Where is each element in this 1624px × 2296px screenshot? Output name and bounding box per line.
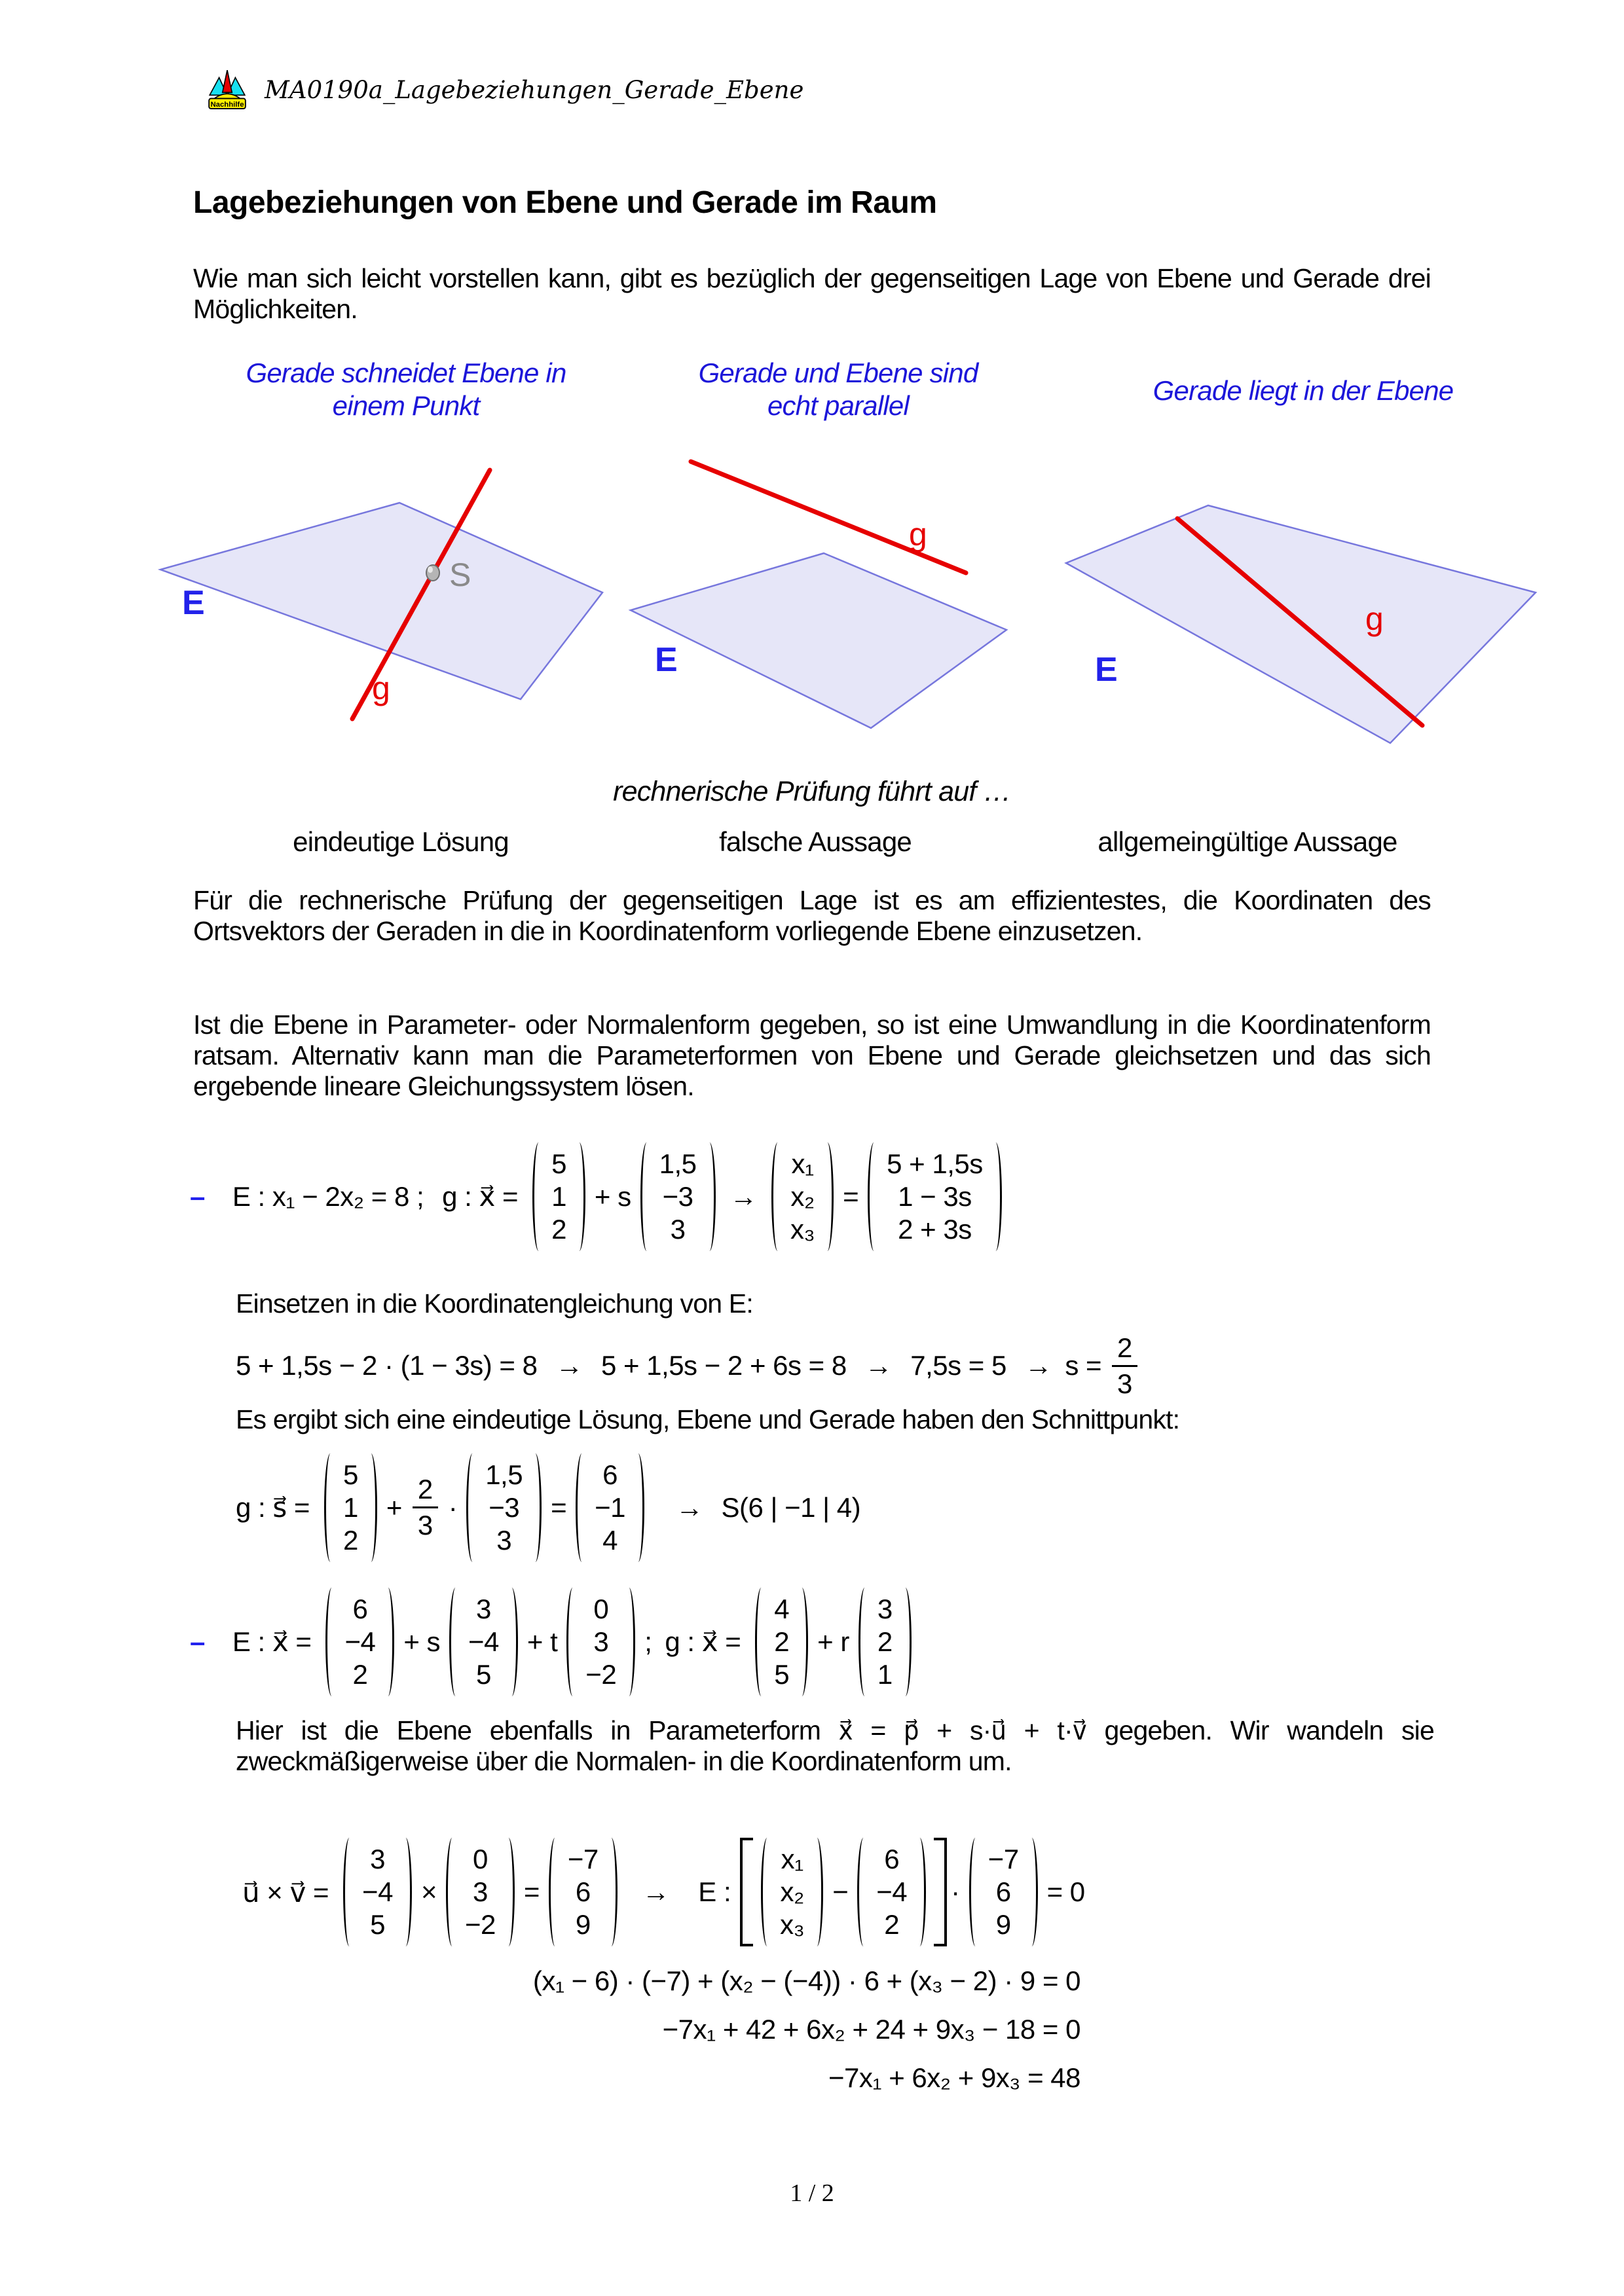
semicolon: ; [644,1626,652,1657]
right-paren [506,1588,518,1696]
column-vector [446,1838,515,1946]
vector-component: 0 [472,1844,488,1874]
vector-component: 3 [496,1524,512,1556]
vector-component: −3 [662,1180,693,1212]
equals: = [523,1876,540,1907]
case3-heading: Gerade liegt in der Ebene [1153,375,1454,406]
column-vector [324,1453,377,1562]
plus-s: + s [594,1180,631,1212]
right-paren [365,1453,377,1562]
equation-row-2 [190,1581,917,1702]
column-vector [868,1142,1002,1251]
dot-operator: · [448,1491,458,1523]
equation-row-1 [190,1139,1007,1254]
line-param-lead: g : x⃗ = [665,1626,741,1657]
vector-component: −1 [595,1491,626,1523]
plane-param-lead: E : x⃗ = [232,1626,312,1657]
vector-component: −4 [876,1876,908,1907]
calc-step-2: 5 + 1,5s − 2 + 6s = 8 [600,1350,847,1381]
equals: = [843,1180,859,1212]
plus-s: + s [403,1626,441,1657]
fraction [1112,1332,1137,1400]
intersection-point [426,565,439,581]
vector-component: x₃ [780,1909,805,1940]
arrow: → [676,1491,703,1523]
arrow: → [1024,1350,1052,1381]
coordinate-form-equation: −7x₁ + 6x₂ + 9x₃ = 48 [828,2062,1080,2093]
arrow: → [864,1350,893,1381]
case1-heading-line2: einem Punkt [332,390,480,421]
expanded-equation: (x₁ − 6) · (−7) + (x₂ − (−4)) · 6 + (x₃ − 2) · 9 = 0 [532,1965,1080,1996]
vector-component: 1,5 [659,1148,697,1179]
column-vector [549,1838,618,1946]
result-text: Es ergibt sich eine eindeutige Lösung, Ebene und Gerade haben den Schnittpunkt: [236,1404,1180,1434]
vector-component: x₂ [780,1876,804,1907]
case2-heading-line2: echt parallel [767,390,910,421]
column-vector [325,1588,394,1696]
paragraph-a: Für die rechnerische Prüfung der gegenseitigen Lage ist es am effizientestes, die Koordinaten des Ortsvektors der Geraden in die in Koordinatenform vorliegende Ebene einzusetzen. [193,885,1431,946]
vector-component: 5 + 1,5s [887,1148,983,1179]
line-label-g: g [372,670,390,706]
vector-component: −7 [987,1844,1019,1874]
right-paren [399,1838,412,1946]
column-vector [771,1142,834,1251]
vector-component: 3 [670,1213,686,1245]
vector-component: 2 [551,1213,566,1245]
left-paren [858,1588,871,1696]
left-paren [576,1453,588,1562]
vector-component: 9 [995,1909,1011,1940]
simplified-equation: −7x₁ + 42 + 6x₂ + 24 + 9x₃ − 18 = 0 [662,2014,1080,2045]
vector-component: x₁ [781,1844,803,1874]
column-vector [640,1142,716,1251]
right-bracket [934,1838,947,1946]
paragraph-b: Ist die Ebene in Parameter- oder Normalenform gegeben, so ist eine Umwandlung in die Koordinatenform ratsam. Alternativ kann man die Parameterformen von Ebene und Gerade gleichsetzen und das sich ergebende lineare Gleichungssystem lösen. [193,1010,1431,1101]
plus-r: + r [817,1626,849,1657]
nachhilfe-logo [207,67,248,110]
vector-component: x₁ [791,1148,814,1179]
right-paren [573,1142,585,1251]
vector-component: x₂ [790,1180,815,1212]
cross-operator: × [420,1876,437,1907]
right-paren [821,1142,834,1251]
plane-label-E: E [1095,651,1118,689]
left-paren [857,1838,870,1946]
vector-component: 2 [342,1524,358,1556]
arrow: → [729,1180,758,1212]
calc-row [236,1329,1144,1402]
right-paren [989,1142,1002,1251]
case1-heading-line1: Gerade schneidet Ebene in [246,357,566,388]
vector-component: 2 [884,1909,900,1940]
vector-component: 6 [352,1593,368,1624]
left-paren [771,1142,784,1251]
line-label-g: g [1365,600,1384,637]
left-paren [446,1838,458,1946]
left-paren [640,1142,653,1251]
vector-component: 5 [342,1459,358,1490]
column-vector [858,1588,912,1696]
vector-component: 1 [877,1658,893,1690]
vector-component: −7 [567,1844,599,1874]
arrow: → [642,1876,670,1907]
diagram-line-in-plane [1061,458,1539,746]
right-paren [623,1588,635,1696]
vector-component: 6 [884,1844,900,1874]
vector-component: −4 [344,1626,376,1657]
calc-step-4: s = [1065,1350,1102,1381]
vector-component: 3 [476,1593,491,1624]
dot-operator: · [951,1876,960,1907]
diagram-line-intersects-plane [144,452,629,740]
calc-step-1: 5 + 1,5s − 2 · (1 − 3s) = 8 [236,1350,538,1381]
intro-paragraph: Wie man sich leicht vorstellen kann, gibt es bezüglich der gegenseitigen Lage von Ebene und Gerade drei Möglichkeiten. [193,263,1431,324]
logo-peak-red [223,70,232,92]
left-paren [868,1142,880,1251]
normal-form-lead: E : [698,1876,731,1907]
fraction-numerator: 2 [1112,1332,1137,1367]
case1-heading [157,357,655,422]
document-id: MA0190a_Lagebeziehungen_Gerade_Ebene [265,76,804,104]
column-vector [969,1838,1038,1946]
equals-zero: = 0 [1046,1876,1085,1907]
vector-component: 1 [551,1180,566,1212]
bracket-group [740,1829,947,1956]
point-label-S: S [449,556,471,593]
right-paren [796,1588,808,1696]
column-vector [761,1838,823,1946]
vector-component: 2 [352,1658,368,1690]
bullet-dash: – [190,1626,205,1657]
vector-component: −2 [585,1658,617,1690]
page-number: 1 / 2 [790,2179,834,2207]
vector-component: 4 [774,1593,790,1624]
vector-component: 6 [602,1459,618,1490]
vector-component: 0 [593,1593,609,1624]
right-paren [1025,1838,1038,1946]
column-vector [466,1453,542,1562]
page-title: Lagebeziehungen von Ebene und Gerade im Raum [193,185,937,220]
vector-component: 5 [476,1658,491,1690]
vector-component: 2 [877,1626,893,1657]
line-equation-lead: g : x⃗ = [442,1181,519,1212]
left-bracket [740,1838,753,1946]
left-paren [449,1588,462,1696]
vector-component: −4 [468,1626,499,1657]
equals: = [551,1491,567,1523]
column-vector [857,1838,926,1946]
plane-shape [631,553,1006,728]
vector-component: 3 [877,1593,893,1624]
intersection-point-row [236,1450,870,1565]
vector-component: 3 [593,1626,609,1657]
fraction-numerator: 2 [413,1474,438,1508]
left-paren [969,1838,982,1946]
einsetzen-text: Einsetzen in die Koordinatengleichung von E: [236,1288,753,1319]
case2-result: falsche Aussage [719,826,912,857]
arrow: → [555,1350,583,1381]
left-paren [324,1453,337,1562]
fraction-denominator: 3 [1117,1368,1132,1399]
vector-component: 6 [995,1876,1011,1907]
left-paren [532,1142,545,1251]
right-paren [529,1453,542,1562]
right-paren [382,1588,394,1696]
vector-component: 5 [370,1909,385,1940]
left-paren [761,1838,773,1946]
plus: + [386,1491,402,1523]
minus: − [832,1876,849,1907]
left-paren [466,1453,479,1562]
vector-component: 2 [774,1626,790,1657]
diagram-line-parallel-plane [609,452,1028,740]
bullet-dash: – [190,1180,205,1212]
column-vector [576,1453,644,1562]
case3-result: allgemeingültige Aussage [1098,826,1397,857]
right-paren [632,1453,644,1562]
calc-step-3: 7,5s = 5 [910,1350,1006,1381]
vector-component: −4 [362,1876,393,1907]
left-paren [566,1588,579,1696]
plane-equation: E : x₁ − 2x₂ = 8 ; [232,1180,424,1212]
vector-component: 1 [342,1491,358,1523]
fraction-denominator: 3 [417,1510,433,1540]
right-paren [899,1588,912,1696]
right-paren [811,1838,823,1946]
left-paren [549,1838,561,1946]
right-paren [703,1142,716,1251]
paragraph-c: Hier ist die Ebene ebenfalls in Parameterform x⃗ = p⃗ + s·u⃗ + t·v⃗ gegeben. Wir wandeln sie zweckmäßigerweise über die Normalen- in die Koordinatenform um. [236,1715,1434,1776]
check-lead: rechnerische Prüfung führt auf … [613,776,1011,807]
left-paren [343,1838,356,1946]
plane-label-E: E [655,641,678,679]
point-highlight [428,566,433,573]
vector-component: 4 [602,1524,618,1556]
vector-component: −3 [489,1491,520,1523]
right-paren [605,1838,618,1946]
vector-component: 1 − 3s [898,1180,972,1212]
line-label-g: g [909,516,927,553]
case2-heading-line1: Gerade und Ebene sind [698,357,978,388]
intersection-point-result: S(6 | −1 | 4) [721,1491,861,1523]
plane-label-E: E [182,584,205,622]
uv-lead: u⃗ × v⃗ = [242,1876,329,1908]
case1-result: eindeutige Lösung [293,826,509,857]
vector-component: 1,5 [485,1459,523,1490]
column-vector [755,1588,808,1696]
vector-component: −2 [464,1909,496,1940]
vector-component: 3 [370,1844,385,1874]
plus-t: + t [526,1626,558,1657]
gs-lead: g : s⃗ = [236,1492,310,1523]
vector-component: 9 [575,1909,591,1940]
right-paren [913,1838,926,1946]
fraction [413,1474,438,1541]
left-paren [325,1588,338,1696]
vector-component: 5 [551,1148,566,1179]
column-vector [532,1142,585,1251]
column-vector [343,1838,412,1946]
vector-component: 3 [472,1876,488,1907]
case2-heading [629,357,1048,422]
vector-component: 2 + 3s [898,1213,972,1245]
cross-product-row [242,1817,1089,1967]
column-vector [566,1588,635,1696]
left-paren [755,1588,767,1696]
vector-component: x₃ [790,1213,815,1245]
logo-text: Nachhilfe [210,100,244,109]
vector-component: 6 [575,1876,591,1907]
column-vector [449,1588,518,1696]
right-paren [502,1838,515,1946]
vector-component: 5 [774,1658,790,1690]
